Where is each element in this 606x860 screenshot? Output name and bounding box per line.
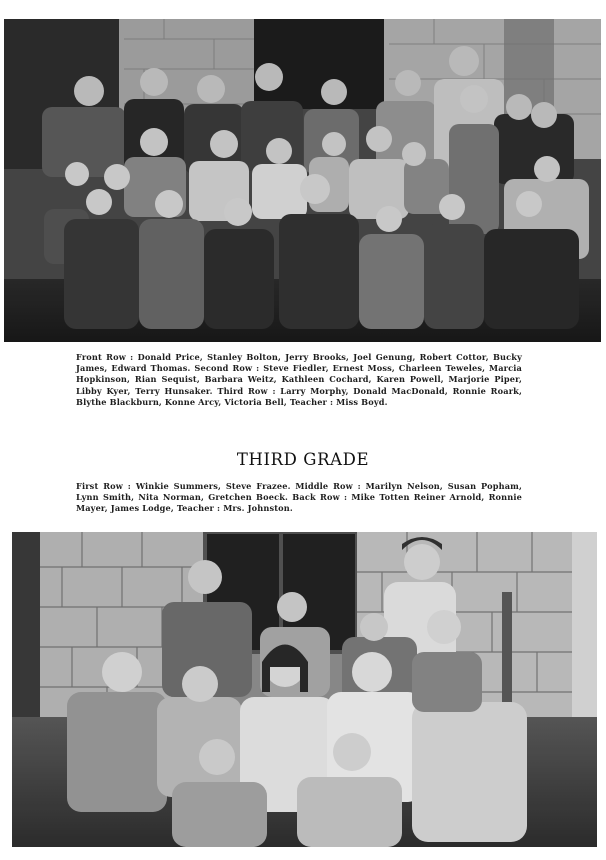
class-photo-bottom <box>12 532 597 847</box>
section-title: THIRD GRADE <box>236 450 370 469</box>
class-photo-bottom-image <box>12 532 597 847</box>
class-photo-top <box>4 19 601 342</box>
class-caption-top: Front Row : Donald Price, Stanley Bolton, Jerry Brooks, Joel Genung, Robert Cottor, Bucky James, Edward Thomas. Second Row : Steve Fiedler, Ernest Moss, Charleen Teweles, Marcia Hopkinson, Rian Sequist, Barbara Weitz, Kathleen Cochard, Karen Powell, Marjorie Piper, Libby Kyer, Terry Hunsaker. Third Row : Larry Morphy, Donald MacDonald, Ronnie Roark, Blythe Blackburn, Konne Arcy, Victoria Bell, Teacher : Miss Boyd. <box>76 352 522 407</box>
class-caption-bottom: First Row : Winkie Summers, Steve Frazee. Middle Row : Marilyn Nelson, Susan Popham, Lynn Smith, Nita Norman, Gretchen Boeck. Back Row : Mike Totten Reiner Arnold, Ronnie Mayer, James Lodge, Teacher : Mrs. Johnston. <box>76 481 522 514</box>
class-photo-top-image <box>4 19 601 342</box>
